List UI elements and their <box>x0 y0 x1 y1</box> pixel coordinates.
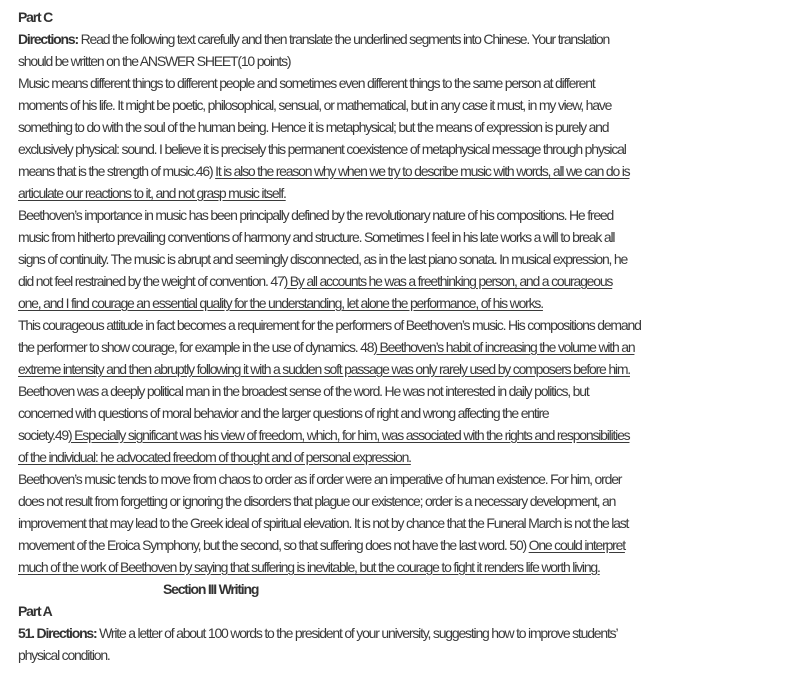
passage-line: moments of his life. It might be poetic, philosophical, sensual, or mathematical, but in any case it must, in my view, have <box>18 97 612 113</box>
underlined-segment-47: one, and I find courage an essential quality for the understanding, let alone the performance, of his works. <box>18 295 543 311</box>
passage-line <box>18 292 807 314</box>
passage-line: concerned with questions of moral behavior and the larger questions of right and wrong affecting the entire <box>18 405 549 421</box>
question-line: physical condition. <box>18 647 110 663</box>
underlined-segment-48: ) Beethoven’s habit of increasing the volume with an <box>373 339 635 355</box>
passage-line: exclusively physical: sound. I believe it is precisely this permanent coexistence of metaphysical message through physical <box>18 141 626 157</box>
passage-line: means that is the strength of music.46) It is also the reason why when we try to describe music with words, all we can do is <box>18 163 630 179</box>
section-heading: Section III Writing <box>163 581 259 597</box>
passage-line: does not result from forgetting or ignoring the disorders that plague our existence; order is a necessary development, an <box>18 493 616 509</box>
passage-line: Beethoven was a deeply political man in the broadest sense of the word. He was not interested in daily politics, but <box>18 383 589 399</box>
passage-line: Beethoven’s music tends to move from chaos to order as if order were an imperative of human existence. For him, order <box>18 471 622 487</box>
passage-line <box>18 182 807 204</box>
passage-line: music from hitherto prevailing conventions of harmony and structure. Sometimes I feel in his late works a will to break all <box>18 229 615 245</box>
passage-line: society.49) Especially significant was his view of freedom, which, for him, was associated with the rights and responsibilities <box>18 427 630 443</box>
underlined-segment-50: much of the work of Beethoven by saying that suffering is inevitable, but the courage to fight it renders life worth living. <box>18 559 600 575</box>
part-c-heading: Part C <box>18 9 53 25</box>
question-label: 51. Directions: <box>18 625 97 641</box>
passage-line: Music means different things to different people and sometimes even different things to the same person at different <box>18 75 595 91</box>
underlined-segment-48: extreme intensity and then abruptly following it with a sudden soft passage was only rarely used by composers before him. <box>18 361 630 377</box>
part-a-heading: Part A <box>18 603 52 619</box>
underlined-segment-49: of the individual: he advocated freedom of thought and of personal expression. <box>18 449 411 465</box>
underlined-segment-49: ) Especially significant was his view of freedom, which, for him, was associated with the rights and responsibilities <box>68 427 630 443</box>
passage-line: did not feel restrained by the weight of convention. 47) By all accounts he was a freethinking person, and a courageous <box>18 273 613 289</box>
passage-line <box>18 556 807 578</box>
directions-line: should be written on the ANSWER SHEET(10 points) <box>18 53 291 69</box>
passage-line: Beethoven’s importance in music has been principally defined by the revolutionary nature of his compositions. He freed <box>18 207 614 223</box>
directions-label: Directions: <box>18 31 78 47</box>
underlined-segment-46: It is also the reason why when we try to describe music with words, all we can do is <box>215 163 630 179</box>
passage-line: something to do with the soul of the human being. Hence it is metaphysical; but the means of expression is purely and <box>18 119 609 135</box>
passage-line: movement of the Eroica Symphony, but the second, so that suffering does not have the last word. 50) One could interpret <box>18 537 625 553</box>
passage-line: the performer to show courage, for example in the use of dynamics. 48) Beethoven’s habit of increasing the volume with an <box>18 339 635 355</box>
passage-line: signs of continuity. The music is abrupt and seemingly disconnected, as in the last piano sonata. In musical expression, he <box>18 251 628 267</box>
directions-line: Directions: Read the following text carefully and then translate the underlined segments into Chinese. Your translation <box>18 31 610 47</box>
passage-line: This courageous attitude in fact becomes a requirement for the performers of Beethoven’s music. His compositions demand <box>18 317 641 333</box>
passage-line: improvement that may lead to the Greek ideal of spiritual elevation. It is not by chance that the Funeral March is not the last <box>18 515 629 531</box>
passage-line <box>18 358 807 380</box>
passage-line <box>18 446 807 468</box>
underlined-segment-47: ) By all accounts he was a freethinking person, and a courageous <box>283 273 613 289</box>
underlined-segment-50: One could interpret <box>528 537 625 553</box>
question-line: 51. Directions: Write a letter of about 100 words to the president of your university, suggesting how to improve students’ <box>18 625 618 641</box>
underlined-segment-46: articulate our reactions to it, and not grasp music itself. <box>18 185 286 201</box>
